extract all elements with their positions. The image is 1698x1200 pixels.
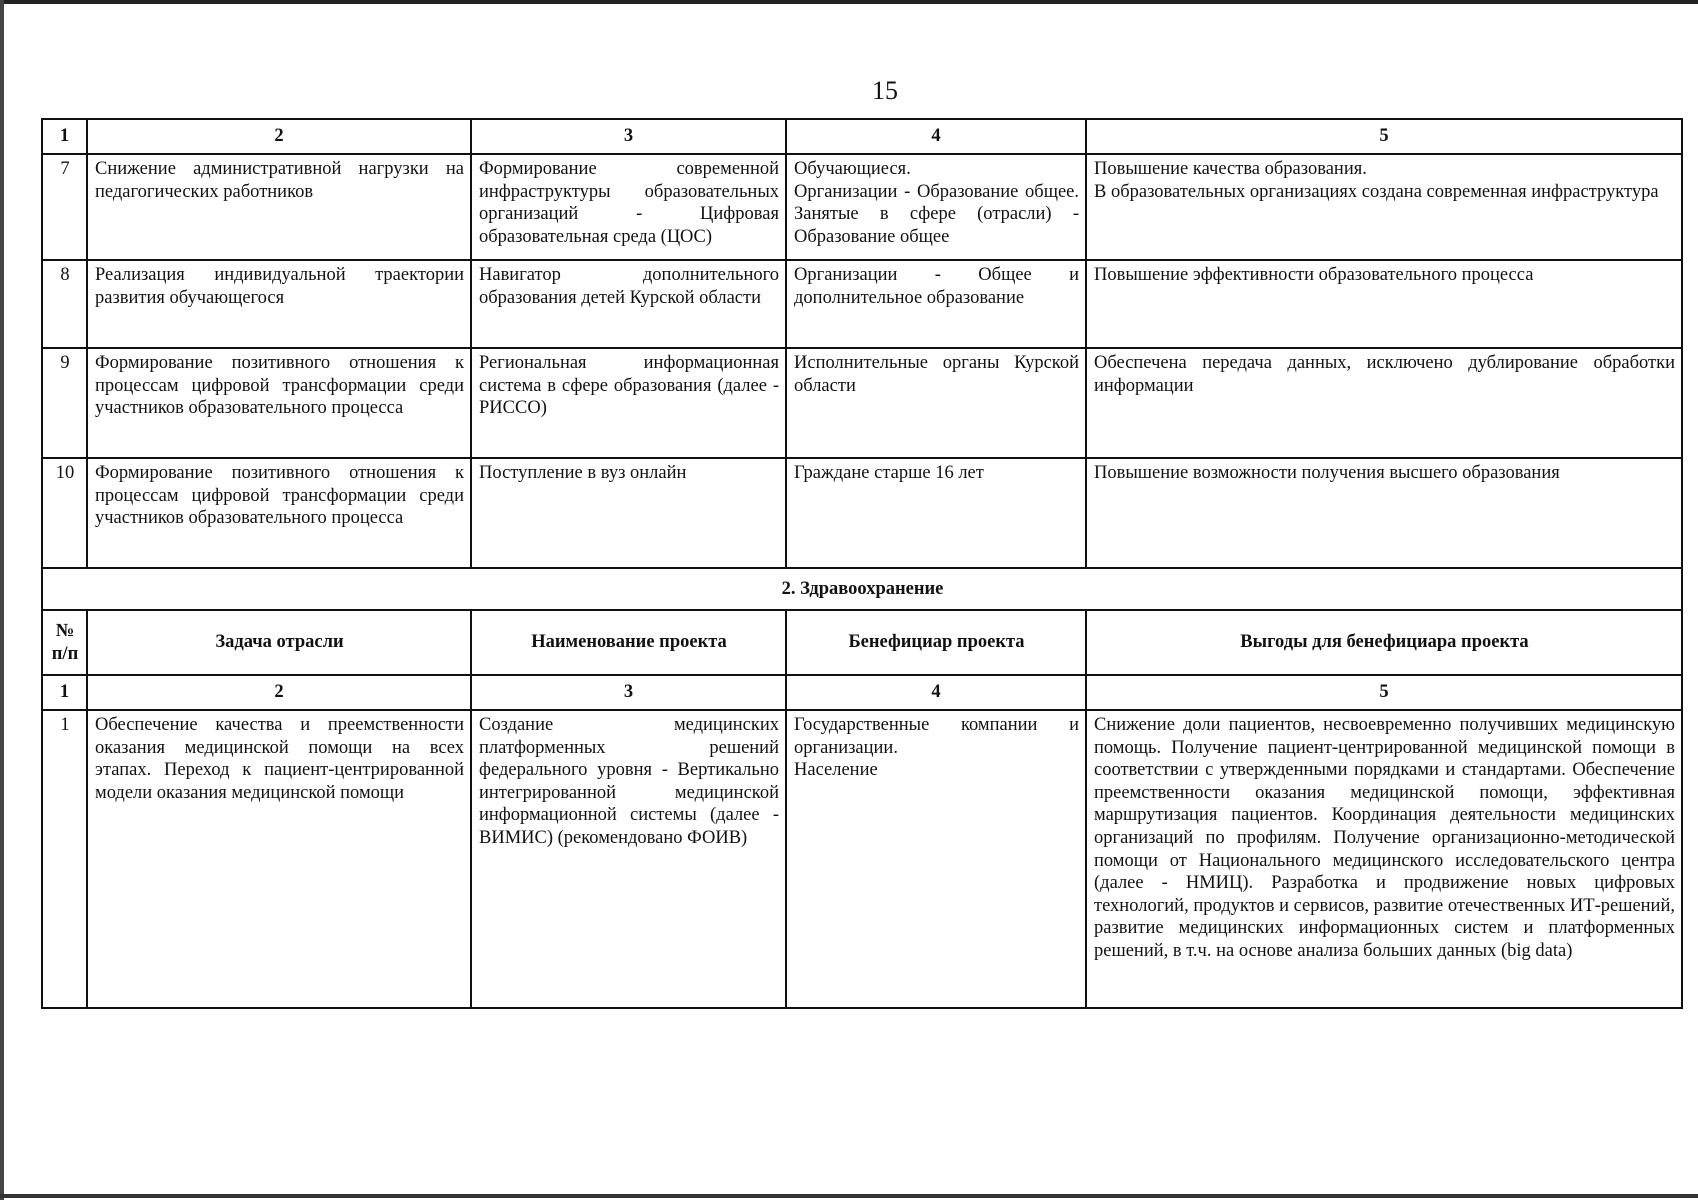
project-name: Региональная информационная система в сфере образования (далее - РИССО): [471, 348, 786, 458]
beneficiary-benefits: [1086, 348, 1682, 458]
project-name: Создание медицинских платформенных решений федерального уровня - Вертикально интегрированной медицинской информационной системы (далее - ВИМИС) (рекомендовано ФОИВ): [471, 710, 786, 1008]
scan-border-left: [0, 0, 4, 1200]
project-name: Поступление в вуз онлайн: [471, 458, 786, 568]
column-number-2: 2: [87, 119, 471, 154]
project-beneficiary: [786, 348, 1086, 458]
section-heading-row: [42, 568, 1682, 610]
table-row: [42, 260, 1682, 348]
header-beneficiary: Бенефициар проекта: [786, 610, 1086, 675]
header-sector-task: Задача отрасли: [87, 610, 471, 675]
table-row: [42, 458, 1682, 568]
column-number-1: 1: [42, 119, 87, 154]
project-beneficiary: [786, 260, 1086, 348]
benefit-line: В образовательных организациях создана современная инфраструктура: [1094, 181, 1659, 202]
header-row-number: № п/п: [42, 610, 87, 675]
column-number-5: 5: [1086, 675, 1682, 710]
table-row: [42, 154, 1682, 260]
beneficiary-benefits: [1086, 260, 1682, 348]
beneficiary-benefits: [1086, 458, 1682, 568]
table-row: [42, 710, 1682, 1008]
scan-border-bottom: [0, 1194, 1698, 1198]
benefit-line: Повышение качества образования.: [1094, 159, 1367, 179]
sector-task: Обеспечение качества и преемственности оказания медицинской помощи на всех этапах. Переход к пациент-центрированной модели оказания медицинской помощи: [87, 710, 471, 1008]
header-row: [42, 610, 1682, 675]
section-title: 2. Здравоохранение: [42, 568, 1682, 610]
column-number-3: 3: [471, 119, 786, 154]
beneficiary-line: Граждане старше 16 лет: [794, 463, 984, 483]
scan-border-top: [0, 0, 1698, 4]
row-number: 9: [42, 348, 87, 458]
beneficiary-line: Исполнительные органы Курской области: [794, 353, 1079, 396]
beneficiary-line: Государственные компании и организации.: [794, 715, 1079, 758]
sector-task: Снижение административной нагрузки на педагогических работников: [87, 154, 471, 260]
document-table: [41, 118, 1683, 1009]
column-number-row: [42, 119, 1682, 154]
benefit-line: Обеспечена передача данных, исключено дублирование обработки информации: [1094, 353, 1675, 396]
benefit-line: Повышение эффективности образовательного процесса: [1094, 265, 1534, 285]
row-number: 8: [42, 260, 87, 348]
project-beneficiary: [786, 458, 1086, 568]
beneficiary-line: Население: [794, 760, 878, 781]
beneficiary-line: Организации - Образование общее. Занятые в сфере (отрасли) - Образование общее: [794, 181, 1079, 247]
sector-task: Реализация индивидуальной траектории развития обучающегося: [87, 260, 471, 348]
column-number-3: 3: [471, 675, 786, 710]
beneficiary-benefits: [1086, 154, 1682, 260]
row-number: 7: [42, 154, 87, 260]
benefit-line: Повышение возможности получения высшего образования: [1094, 463, 1560, 483]
project-name: Навигатор дополнительного образования детей Курской области: [471, 260, 786, 348]
column-number-2: 2: [87, 675, 471, 710]
row-number: 10: [42, 458, 87, 568]
header-project-name: Наименование проекта: [471, 610, 786, 675]
sector-task: Формирование позитивного отношения к процессам цифровой трансформации среди участников образовательного процесса: [87, 458, 471, 568]
column-number-4: 4: [786, 675, 1086, 710]
sector-task: Формирование позитивного отношения к процессам цифровой трансформации среди участников образовательного процесса: [87, 348, 471, 458]
benefit-line: Снижение доли пациентов, несвоевременно получивших медицинскую помощь. Получение пациент-центрированной медицинской помощи в соответствии с утвержденными порядками и стандартами. Обеспечение преемственности оказания медицинской помощи, эффективная маршрутизация пациентов. Координация деятельности медицинских организаций по профилям. Получение организационно-методической помощи от Национального медицинского исследовательского центра (далее - НМИЦ). Разработка и продвижение новых цифровых технологий, продуктов и сервисов, развитие отечественных ИТ-решений, развитие медицинских информационных систем и платформенных решений, в т.ч. на основе анализа больших данных (big data): [1094, 715, 1675, 961]
column-number-4: 4: [786, 119, 1086, 154]
page-number: 15: [872, 76, 898, 105]
column-number-1: 1: [42, 675, 87, 710]
column-number-5: 5: [1086, 119, 1682, 154]
beneficiary-line: Организации - Общее и дополнительное образование: [794, 265, 1079, 308]
table-row: [42, 348, 1682, 458]
beneficiary-benefits: [1086, 710, 1682, 1008]
header-benefits: Выгоды для бенефициара проекта: [1086, 610, 1682, 675]
project-name: Формирование современной инфраструктуры образовательных организаций - Цифровая образовательная среда (ЦОС): [471, 154, 786, 260]
column-number-row: [42, 675, 1682, 710]
row-number: 1: [42, 710, 87, 1008]
beneficiary-line: Обучающиеся.: [794, 159, 911, 179]
project-beneficiary: [786, 154, 1086, 260]
project-beneficiary: [786, 710, 1086, 1008]
